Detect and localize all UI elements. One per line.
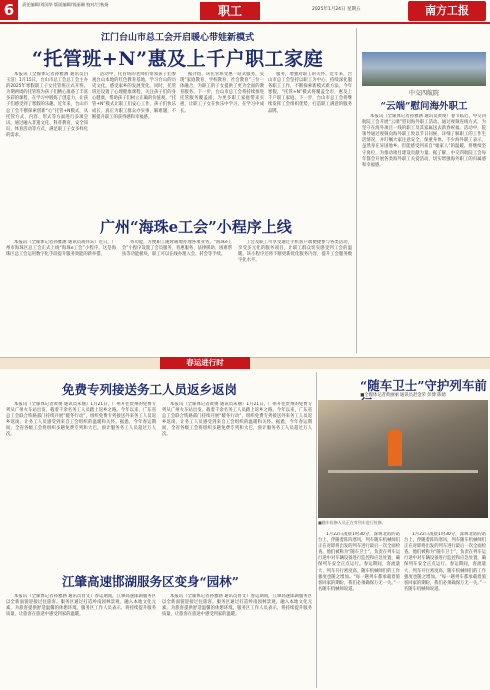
article3-column-1: 本报讯（全媒体记者黄俊 通讯员朱丽）1月21日，广州开往贵州的免费专列从广州火车站出发，载着千余名务工人员踏上返乡之路。今年以来，广东省总工会联合铁路部门持续开展“暖冬行动”，组织免费专列接送外来务工人员返乡返岗，让务工人员感受到来自工会组织的温暖和关怀。据悉，今年春运期间，全省各级工会将组织多趟免费专列和大巴，预计服务务工人员超过万人次。: [6, 402, 156, 438]
article4-headline: “随车卫士”守护列车前: [360, 378, 487, 393]
rail-track: [328, 470, 478, 473]
article5-column-1: 本报讯（全媒体记者孙雅涵 通讯员曾文）春运期间，江肇高速邯湖服务区以全新面貌迎接过往旅客。服务区通过打造岭南园林景观，融入本地文化元素，为旅客提供舒适温馨的休憩环境。服务区工作人员表示，将持续提升服务质量，让旅客在旅途中感受到家的温暖。: [6, 594, 156, 618]
section-band-label: 春运进行时: [160, 357, 250, 369]
article4-column-1: 1月22日凌晨1时30分，深圳北站的站台上，伴随着阵阵寒风，列车随车机械师们正在对即将出发的列车进行最后一次全面检查。他们被称为“随车卫士”，负责在列车运行途中对车辆设备进行监控和应急处置，确保列车安全正点运行。春运期间，客流量大、列车开行密度高，随车机械师们的工作强度也随之增加。“每一趟列车都承载着旅客回家的期盼，我们必须确保万无一失。”一名随车机械师说道。: [318, 532, 400, 592]
editor-credits: 责任编辑/刘国华 版面编辑/钱丽珊 校对/吕秋扬: [22, 2, 109, 7]
article1-column-3: 据介绍，该托管班受惠一站式服务，实现“家庭教育、学校教育、社会教育”三位一体融合，为职工的子女提供了更为全面的教育服务。下一步，台山市总工会将持续推进托管服务覆盖面，为更多职工家庭带来实惠，让职工子女在快乐中学习，在学习中成长。: [180, 72, 264, 114]
article2-headline: 广州“海珠e工会”小程序上线: [100, 218, 292, 236]
article2-column-3: 工会及职工可享受通过手机客户端便捷参与各类活动，享受多元化的服务项目，让职工群众切实感受到工会的温暖。该小程序还将不断更新优化服务内容，提升工会服务数字化水平。: [238, 240, 352, 264]
column-divider: [356, 28, 357, 353]
column-divider-lower: [316, 372, 317, 688]
sidebar-body: 本报讯（全媒体记者孙雅涵 通讯员黄俊）春节临近，中交四航院工会开展“云端”慰问海外职工活动。通过视频连线方式，为坚守在海外项目一线的职工及其家属送去新春祝福。活动中，院领导通过视频向海外职工致以节日问候，详细了解职工的工作生活情况，并叮嘱大家注意安全、保重身体。不少海外职工表示，虽然身在异国他乡，但能感受到来自“娘家人”的温暖，将继续坚守岗位，为推动项目建设贡献力量。据了解，中交四航院工会每年都会开展各类海外职工关爱活动，切实增强海外职工的归属感和幸福感。: [362, 114, 486, 168]
photo-caption: ■随车检修人员正在对列车进行检修。: [318, 520, 386, 525]
article1-column-1: 本报讯（全媒体记者孙雅涵 通讯员白玉洁）1月15日，台山市总工会总工会主办的2025年寒假职工子女托管班正式开班。为期两周的托管班为孩子们精心准备了丰富多彩的课程，在学习中锻炼了创造力，让孩子们感受到了寒假的乐趣。近年来，台山市总工会不断探索创新“心”托管+N模式，从托管方式、内容、形式等方面进行多项尝试，通过融入非遗文化、科普教育、安全知识、体育活动等方式，满足职工子女多样化的需求。: [6, 72, 88, 138]
issue-date: 2025年1月24日 星期五: [312, 7, 361, 12]
worker-figure: [388, 430, 402, 466]
article4-column-2: 1月22日凌晨1时30分，深圳北站的站台上，伴随着阵阵寒风，列车随车机械师们正在对即将出发的列车进行最后一次全面检查。他们被称为“随车卫士”，负责在列车运行途中对车辆设备进行监控和应急处置，确保列车安全正点运行。春运期间，客流量大、列车开行密度高，随车机械师们的工作强度也随之增加。“每一趟列车都承载着旅客回家的期盼，我们必须确保万无一失。”一名随车机械师说道。: [404, 532, 486, 592]
article3-headline: 免费专列接送务工人员返乡返岗: [62, 382, 238, 397]
article2-column-2: 务功能，方便职工随时随地办理各项业务。“海珠e工会”小程序设置了会员服务、普惠服务、法律援助、困难帮扶等功能板块，职工可以在线办理入会、转会等手续。: [122, 240, 232, 258]
article1-kicker: 江门台山市总工会开启暖心带娃新模式: [100, 33, 254, 43]
article1-headline: “托管班+N”惠及上千户职工家庭: [31, 48, 324, 70]
header-rule: [0, 22, 490, 24]
article3-column-2: 本报讯（全媒体记者黄俊 通讯员朱丽）1月21日，广州开往贵州的免费专列从广州火车站出发，载着千余名务工人员踏上返乡之路。今年以来，广东省总工会联合铁路部门持续开展“暖冬行动”，组织免费专列接送外来务工人员返乡返岗，让务工人员感受到来自工会组织的温暖和关怀。据悉，今年春运期间，全省各级工会将组织多趟免费专列和大巴，预计服务务工人员超过万人次。: [162, 402, 312, 438]
article4-byline: ■全媒体记者黄丽丽 通讯员赵金荣 彭博 陈婧: [360, 393, 446, 398]
section-label: 职工: [200, 2, 260, 20]
article1-column-4: 服务，增强对职工的关怀。近年来，台山市总工会坚持以职工为中心，持续深化服务职工工作，不断探索新模式新方法。今年寒假，“托管+N”模式将覆盖全市，惠及上千户职工家庭。下一步，台山市总工会将继续发挥工会组织优势，打造职工满意的服务品牌。: [268, 72, 352, 114]
page-number: 6: [0, 0, 18, 20]
article2-column-1: 本报讯（全媒体记者孙雅涵 通讯员胡伟宾）近日，广州市海珠区总工会正式上线“海珠e工会”小程序，这是海珠区总工会运用数字化手段提升服务效能的新举措。: [6, 240, 116, 258]
sidebar-kicker: 中交四航院: [408, 90, 439, 97]
sidebar-headline: “云端”慰问海外职工: [380, 101, 468, 112]
sidebar-photo: [362, 52, 486, 86]
article5-headline: 江肇高速邯湖服务区变身“园林”: [62, 574, 239, 589]
article5-column-2: 本报讯（全媒体记者孙雅涵 通讯员曾文）春运期间，江肇高速邯湖服务区以全新面貌迎接过往旅客。服务区通过打造岭南园林景观，融入本地文化元素，为旅客提供舒适温馨的休憩环境。服务区工作人员表示，将持续提升服务质量，让旅客在旅途中感受到家的温暖。: [162, 594, 312, 618]
article1-column-2: 活动中，托管班的老师们带领孩子们参观台山本地的红色教育基地，学习台山的历史文化，感受家乡的发展变化。同时，托管班还设置了心理健康课程，关注孩子们的身心健康，帮助孩子们树立正确的价值观。“托管+N”模式让职工们安心工作、孩子们快乐成长，真正为职工群众办实事、解难题，不断提升职工的获得感和幸福感。: [92, 72, 176, 120]
rail-worker-photo: [318, 400, 488, 518]
masthead-logo: 南方工报: [408, 1, 486, 21]
